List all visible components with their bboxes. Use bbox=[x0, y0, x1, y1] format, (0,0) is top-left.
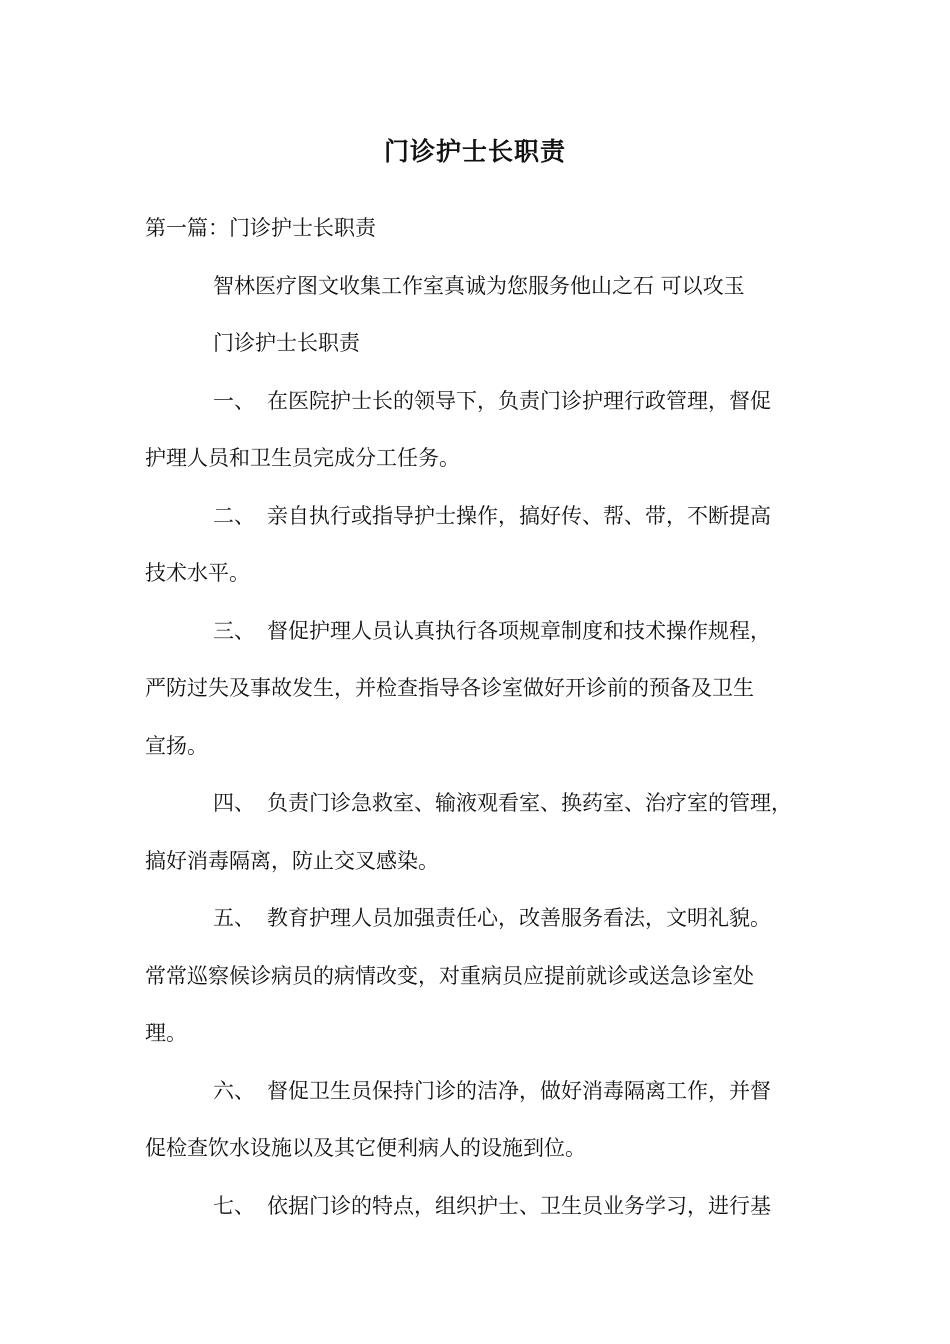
item-text: 亲自执行或指导护士操作，搞好传、帮、带，不断提高 bbox=[267, 503, 771, 528]
duty-item-1-cont: 护理人员和卫生员完成分工任务。 bbox=[145, 446, 460, 470]
duty-item-3-cont: 宣扬。 bbox=[145, 733, 208, 758]
item-number: 四、 bbox=[213, 791, 255, 815]
item-text: 督促护理人员认真执行各项规章制度和技术操作规程， bbox=[267, 618, 771, 643]
duty-item-7 bbox=[145, 1178, 825, 1236]
section-heading: 门诊护士长职责 bbox=[213, 331, 360, 355]
duty-item-2 bbox=[145, 488, 825, 546]
item-text: 教育护理人员加强责任心，改善服务看法，文明礼貌。 bbox=[267, 906, 771, 930]
item-number: 七、 bbox=[213, 1193, 255, 1218]
item-number: 二、 bbox=[213, 503, 255, 528]
duty-item-4 bbox=[145, 775, 825, 833]
duty-item-3 bbox=[145, 603, 825, 661]
intro-line: 智林医疗图文收集工作室真诚为您服务他山之石 可以攻玉 bbox=[213, 273, 745, 298]
item-number: 六、 bbox=[213, 1078, 255, 1103]
duty-item-4-cont: 搞好消毒隔离，防止交叉感染。 bbox=[145, 848, 439, 873]
duty-item-6 bbox=[145, 1063, 825, 1121]
item-number: 一、 bbox=[213, 388, 255, 413]
duty-item-5-cont: 常常巡察候诊病员的病情改变，对重病员应提前就诊或送急诊室处 bbox=[145, 963, 754, 988]
item-text: 负责门诊急救室、输液观看室、换药室、治疗室的管理， bbox=[267, 791, 792, 815]
duty-item-1 bbox=[145, 373, 825, 431]
item-number: 五、 bbox=[213, 906, 255, 930]
document-body bbox=[145, 200, 825, 1235]
duty-item-5-cont: 理。 bbox=[145, 1021, 187, 1045]
item-text: 依据门诊的特点，组织护士、卫生员业务学习，进行基 bbox=[267, 1193, 771, 1218]
duty-item-6-cont: 促检查饮水设施以及其它便利病人的设施到位。 bbox=[145, 1136, 586, 1160]
item-number: 三、 bbox=[213, 618, 255, 643]
section-subtitle: 第一篇：门诊护士长职责 bbox=[145, 216, 376, 240]
page-title: 门诊护士长职责 bbox=[383, 137, 566, 166]
duty-item-2-cont: 技术水平。 bbox=[145, 561, 250, 585]
duty-item-5 bbox=[145, 890, 825, 948]
item-text: 督促卫生员保持门诊的洁净，做好消毒隔离工作，并督 bbox=[267, 1078, 771, 1103]
duty-item-3-cont: 严防过失及事故发生，并检查指导各诊室做好开诊前的预备及卫生 bbox=[145, 676, 754, 700]
item-text: 在医院护士长的领导下，负责门诊护理行政管理，督促 bbox=[267, 388, 771, 413]
